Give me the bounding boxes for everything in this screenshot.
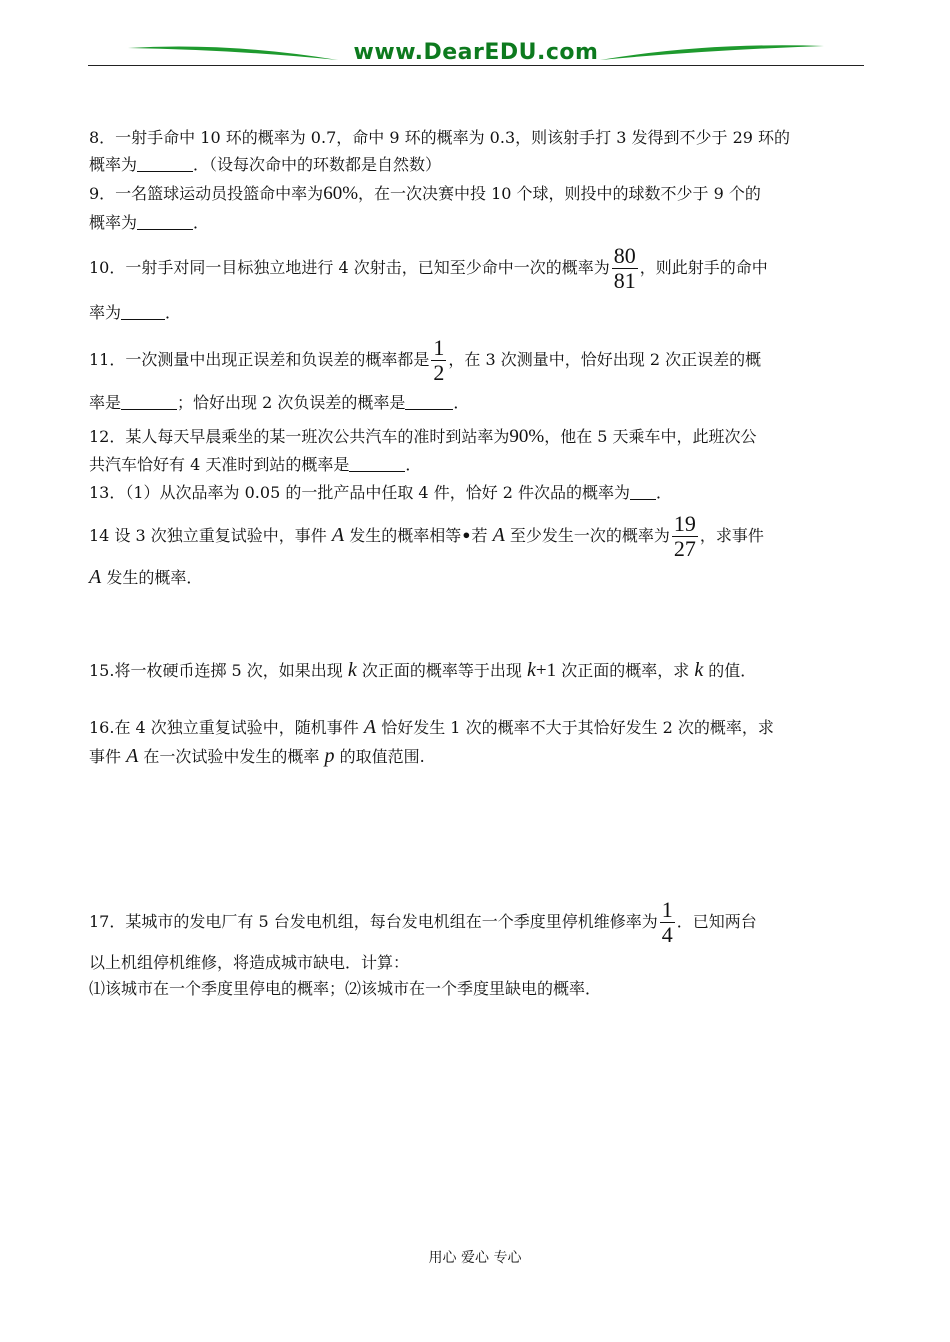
question-17-line-3: ⑴该城市在一个季度里停电的概率；⑵该城市在一个季度里缺电的概率． xyxy=(89,979,602,998)
question-16-text-2: 恰好发生 1 次的概率不大于其恰好发生 2 次的概率，求 xyxy=(381,718,774,737)
question-14-line-1 xyxy=(89,512,764,561)
question-10-line-2-text: 率为 xyxy=(89,303,122,322)
question-12-line-2-text: 共汽车恰好有 4 天准时到站的概率是 xyxy=(89,455,350,474)
question-12-line-2 xyxy=(89,455,757,475)
question-9-line-2-tail: ． xyxy=(193,213,210,232)
question-16-text: 16.在 4 次独立重复试验中，随机事件 xyxy=(89,718,359,737)
question-11-line-2-text: 率是 xyxy=(89,393,122,412)
question-16-line-1 xyxy=(89,717,774,738)
fraction-80-81 xyxy=(612,244,638,293)
question-11-line-2-tail: ． xyxy=(453,393,470,412)
question-14-text-5: ，求事件 xyxy=(699,526,764,545)
fraction-1-2 xyxy=(431,336,446,385)
question-16-line-2-text: 事件 xyxy=(89,747,122,766)
fraction-numerator: 19 xyxy=(673,511,696,536)
question-11-line-2 xyxy=(89,393,761,413)
question-17-text-tail: ．已知两台 xyxy=(676,912,757,931)
fraction-numerator: 80 xyxy=(613,243,636,268)
question-11 xyxy=(89,336,761,413)
header-rule xyxy=(88,65,864,66)
fraction-numerator: 1 xyxy=(433,335,445,360)
question-10-text-tail: ，则此射手的命中 xyxy=(639,258,768,277)
variable-k: k xyxy=(347,659,357,681)
plus-one: +1 xyxy=(535,660,557,681)
answer-blank xyxy=(137,155,193,172)
on-time-rate-value: 90% xyxy=(509,426,545,447)
question-9-line-2 xyxy=(89,213,761,233)
event-a-variable: A xyxy=(126,745,139,767)
question-10-line-1 xyxy=(89,244,768,293)
fraction-denominator: 27 xyxy=(673,536,696,561)
question-16-line-2 xyxy=(89,746,774,767)
question-14-text-2: 发生的概率相等 xyxy=(349,526,462,545)
event-a-variable: A xyxy=(363,716,377,738)
question-11-text: 11．一次测量中出现正误差和负误差的概率都是 xyxy=(89,350,430,369)
variable-k: k xyxy=(694,659,704,681)
question-15-text-3: 次正面的概率，求 xyxy=(561,661,690,680)
question-11-line-1 xyxy=(89,336,761,385)
question-13-text: 13．（1）从次品率为 0.05 的一批产品中任取 4 件，恰好 2 件次品的概率为 xyxy=(89,483,631,502)
question-9 xyxy=(89,184,761,233)
question-16-line-2-tail: 的取值范围. xyxy=(339,747,425,766)
event-a-variable: A xyxy=(331,524,345,546)
page-footer: 用心 爱心 专心 xyxy=(428,1250,522,1266)
question-8 xyxy=(89,128,790,175)
question-8-line-1: 8．一射手命中 10 环的概率为 0.7，命中 9 环的概率为 0.3，则该射手打 3 发得到不少于 29 环的 xyxy=(89,128,791,147)
question-9-text: 9．一名篮球运动员投篮命中率为 xyxy=(89,184,324,203)
question-14-text: 14 设 3 次独立重复试验中，事件 xyxy=(89,526,327,545)
event-a-variable: A xyxy=(492,524,505,546)
answer-blank xyxy=(630,483,656,500)
event-a-variable: A xyxy=(89,566,102,588)
question-10-text: 10．一射手对同一目标独立地进行 4 次射击，已知至少命中一次的概率为 xyxy=(89,258,610,277)
fraction-numerator: 1 xyxy=(661,897,673,922)
question-10-line-2 xyxy=(89,303,768,323)
question-9-line-1 xyxy=(89,184,761,204)
question-8-text-tail: ．（设每次命中的环数都是自然数） xyxy=(193,155,442,174)
question-12-line-1 xyxy=(89,427,757,447)
question-15-line-1 xyxy=(89,660,756,681)
question-8-line-2 xyxy=(89,155,790,175)
question-10 xyxy=(89,244,768,323)
question-12-text-tail: ，他在 5 天乘车中，此班次公 xyxy=(544,427,757,446)
question-14-line-2 xyxy=(89,567,764,588)
answer-blank xyxy=(405,393,453,410)
site-logo-text: www.DearEDU.com xyxy=(353,40,599,65)
question-9-text-tail: ，在一次决赛中投 10 个球，则投中的球数不少于 9 个的 xyxy=(358,184,761,203)
answer-blank xyxy=(121,393,177,410)
question-15-text-2: 次正面的概率等于出现 xyxy=(361,661,522,680)
question-9-line-2-text: 概率为 xyxy=(89,213,138,232)
question-14-text-4: 至少发生一次的概率为 xyxy=(509,526,670,545)
variable-k: k xyxy=(527,659,536,681)
question-15 xyxy=(89,660,756,681)
fraction-denominator: 81 xyxy=(613,268,636,293)
fraction-19-27 xyxy=(672,512,698,561)
answer-blank xyxy=(121,303,165,320)
answer-blank xyxy=(349,455,405,472)
question-16 xyxy=(89,717,774,767)
hit-rate-value: 60% xyxy=(323,183,359,204)
question-17-line-2: 以上机组停机维修，将造成城市缺电．计算： xyxy=(89,953,410,972)
question-12 xyxy=(89,427,757,475)
fraction-denominator: 4 xyxy=(661,922,673,947)
variable-p: p xyxy=(324,745,335,767)
question-10-line-2-tail: ． xyxy=(165,303,182,322)
question-16-line-2-mid: 在一次试验中发生的概率 xyxy=(143,747,320,766)
fraction-denominator: 2 xyxy=(433,360,445,385)
answer-blank xyxy=(137,213,193,230)
question-14 xyxy=(89,512,764,588)
question-17-line-1 xyxy=(89,898,757,947)
question-15-text: 15.将一枚硬币连掷 5 次，如果出现 xyxy=(89,661,343,680)
question-8-text: 概率为 xyxy=(89,155,138,174)
question-11-text-tail: ，在 3 次测量中，恰好出现 2 次正误差的概 xyxy=(448,350,762,369)
question-11-line-2-mid: ；恰好出现 2 次负误差的概率是 xyxy=(177,393,406,412)
fraction-1-4 xyxy=(660,898,675,947)
question-12-text: 12．某人每天早晨乘坐的某一班次公共汽车的准时到站率为 xyxy=(89,427,510,446)
question-13-line-1 xyxy=(89,483,672,503)
question-15-text-4: 的值． xyxy=(708,661,757,680)
question-17-text: 17．某城市的发电厂有 5 台发电机组，每台发电机组在一个季度里停机维修率为 xyxy=(89,912,658,931)
question-17 xyxy=(89,898,757,999)
question-14-line-2-text: 发生的概率． xyxy=(106,568,203,587)
question-13-text-tail: ． xyxy=(656,483,673,502)
question-13 xyxy=(89,483,672,503)
question-14-text-3: 若 xyxy=(471,526,488,545)
bullet-dot: • xyxy=(461,526,472,545)
question-12-line-2-tail: ． xyxy=(405,455,422,474)
